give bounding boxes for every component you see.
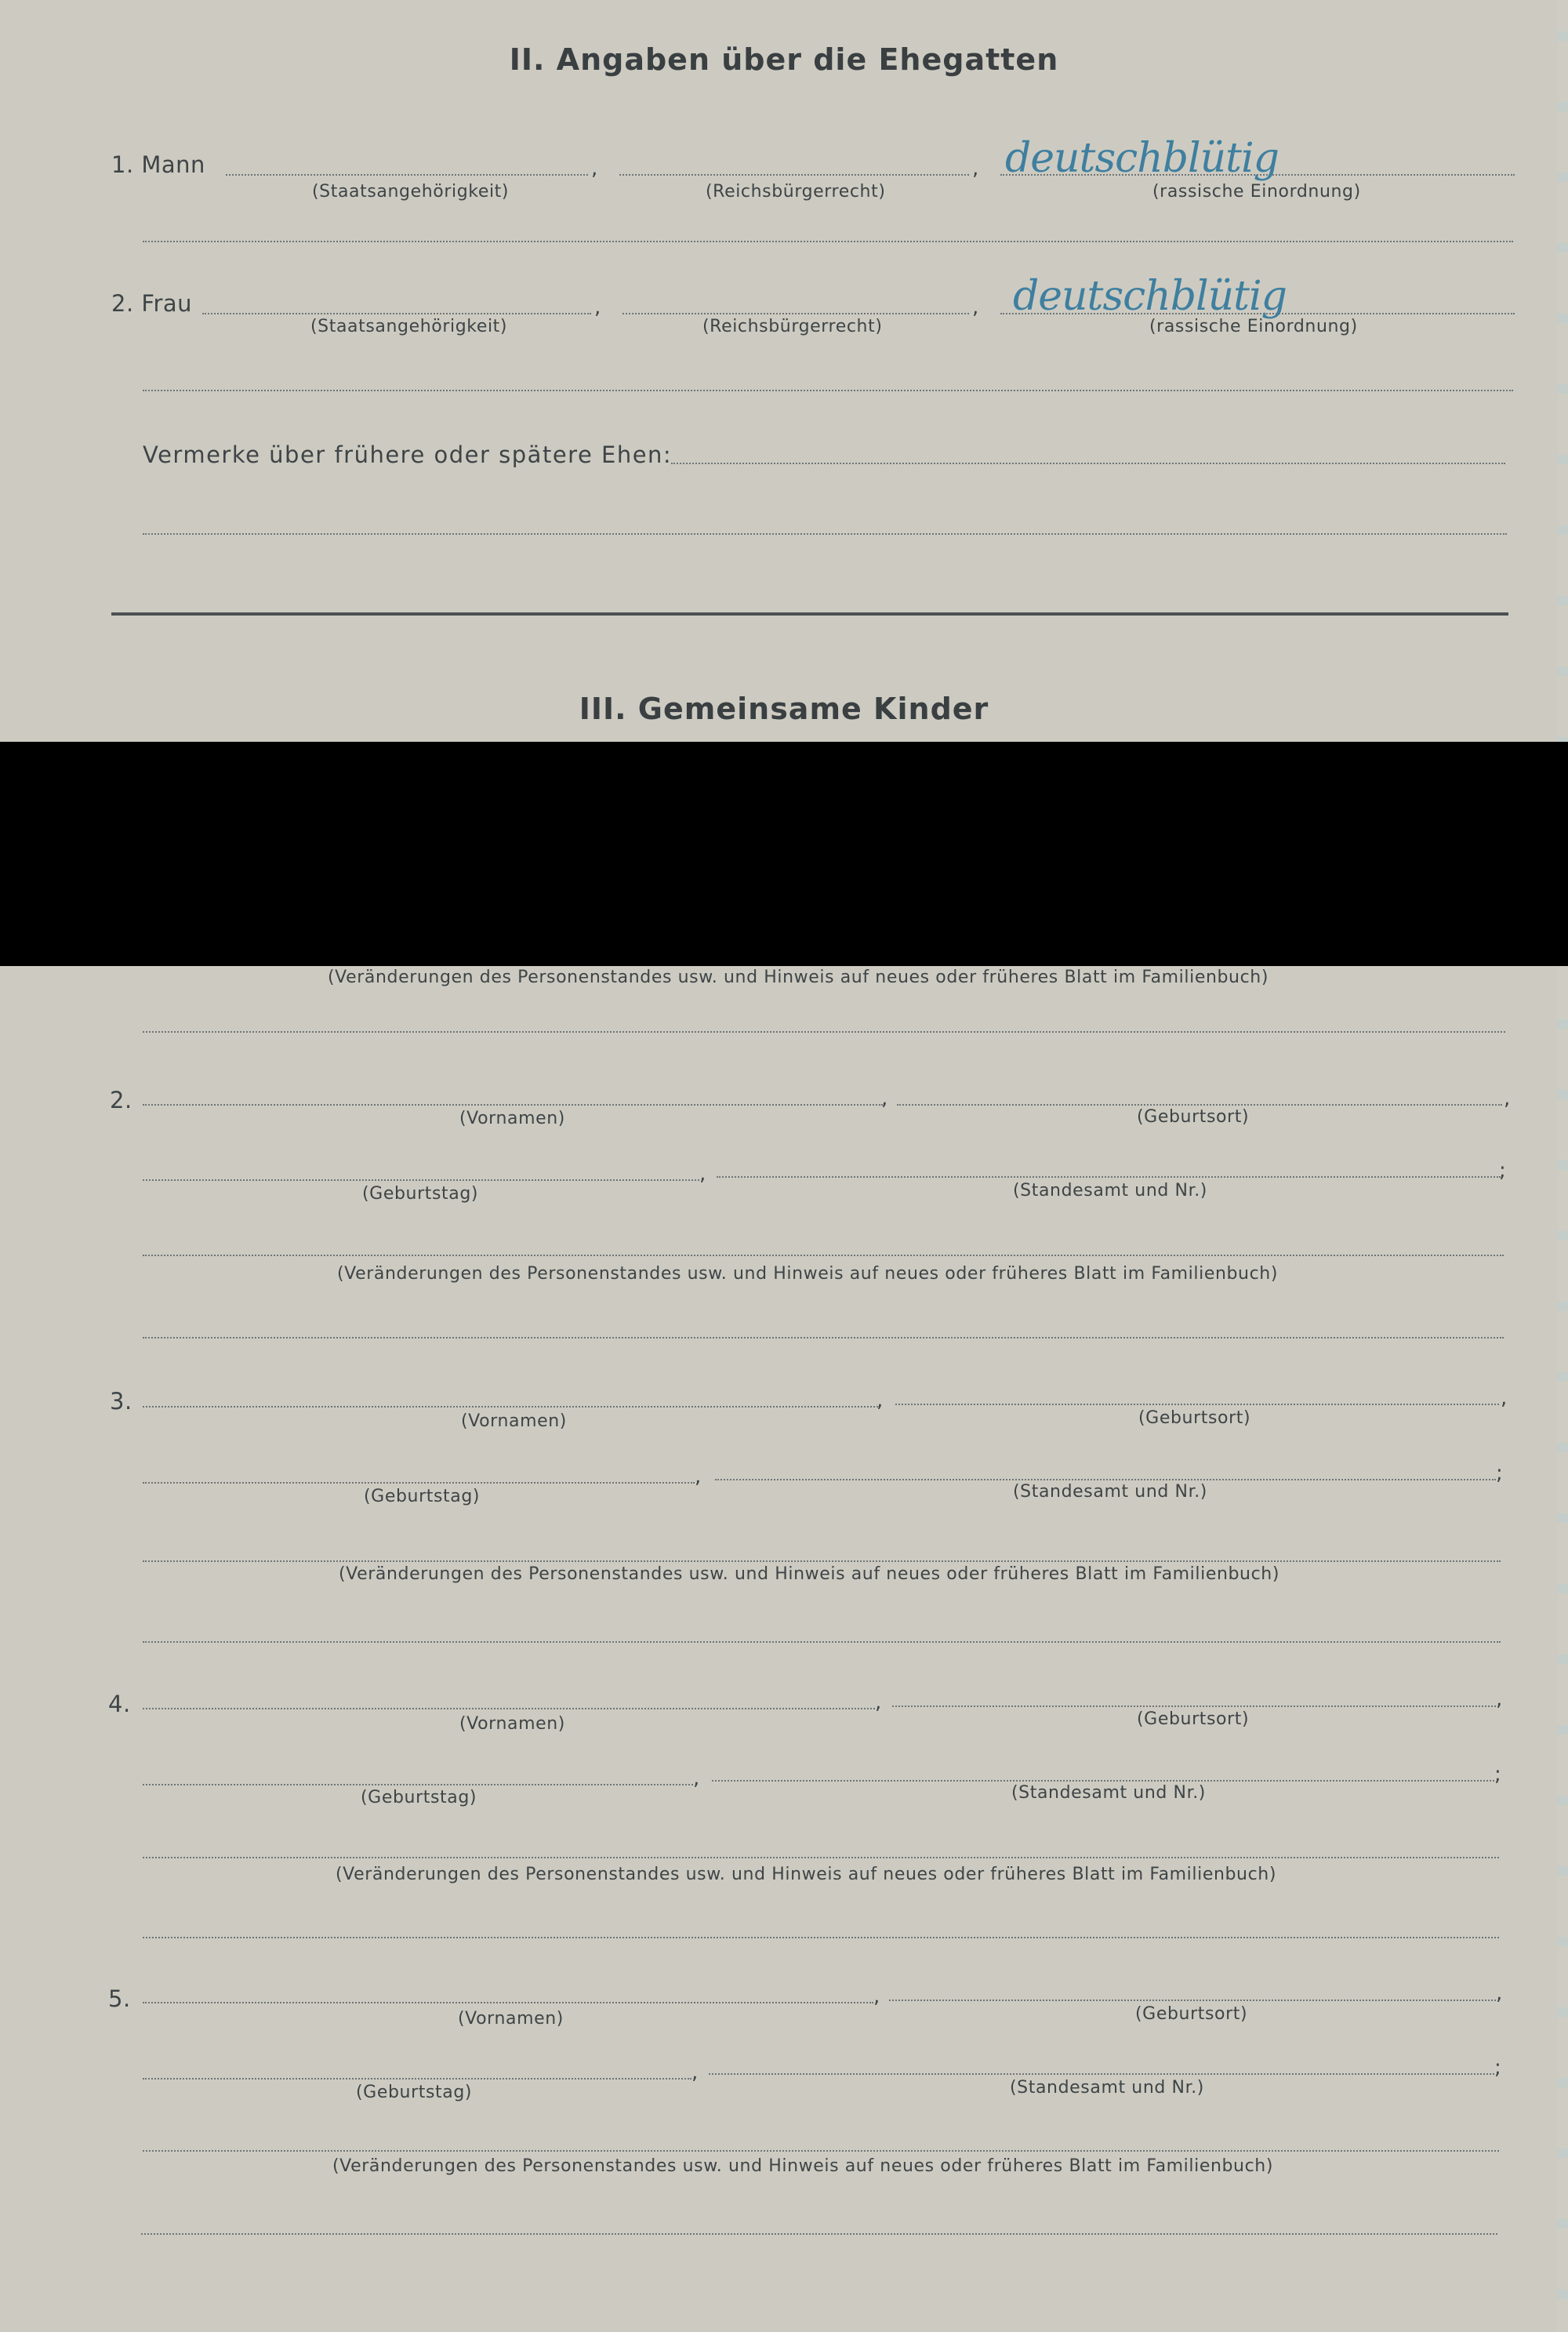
child4-given-names-caption: (Vornamen) <box>459 1714 565 1734</box>
man-extra-line[interactable] <box>143 241 1513 242</box>
child2-registry-field[interactable] <box>717 1176 1501 1178</box>
woman-nationality-caption: (Staatsangehörigkeit) <box>310 317 508 336</box>
child4-given-names-field[interactable] <box>143 1708 875 1709</box>
child4-registry-field[interactable] <box>712 1780 1494 1782</box>
woman-label: 2. Frau <box>111 290 193 317</box>
child3-birthplace-caption: (Geburtsort) <box>1138 1408 1251 1428</box>
woman-nationality-field[interactable] <box>202 313 591 314</box>
woman-racial-caption: (rassische Einordnung) <box>1149 317 1358 336</box>
child2-birthplace-caption: (Geburtsort) <box>1137 1107 1250 1127</box>
notes-field[interactable] <box>671 463 1505 464</box>
child5-registry-caption: (Standesamt und Nr.) <box>1010 2078 1204 2098</box>
child2-birthdate-caption: (Geburtstag) <box>362 1184 479 1204</box>
section-heading-children: III. Gemeinsame Kinder <box>579 692 989 726</box>
man-label: 1. Mann <box>111 151 205 178</box>
child5-birthplace-field[interactable] <box>889 2000 1496 2001</box>
woman-citizenship-field[interactable] <box>622 313 969 314</box>
child1-changes-caption: (Veränderungen des Personenstandes usw. und Hinweis auf neues oder früheres Blatt im Familienbuch) <box>328 968 1269 987</box>
child4-birthplace-field[interactable] <box>892 1705 1496 1707</box>
form-page: II. Angaben über die Ehegatten 1. Mann , , deutschblütig (Staatsangehörigkeit) (Reichsbürgerrecht) (rassische Einordnung) 2. Frau , , deutschblütig (Staatsangehörigkeit) (Reichsbürgerrecht) (rassische Einordnung) Vermerke über frühere oder spätere Ehen: III. Gemeinsame Kinder (Veränderungen des Personenstandes usw. und Hinweis auf neues oder früheres Blatt im Familienbuch) 2. , , (Vornamen) (Geburtsort) , ; (Geburtstag) (Standesamt und Nr.) (Veränderungen des Personenstandes usw. und Hinweis auf neues oder früheres Blatt im Familienbuch) 3. , , (Vornamen) (Geburtsort) , ; (Geburtstag) (Standesamt und Nr.) (Veränderungen des Personenstandes usw. und Hinweis auf neues oder früheres Blatt im Familienbuch) 4. , , (Vornamen) (Geburtsort) , ; (Geburtstag) (Standesamt und Nr.) (Veränderungen des Personenstandes usw. und Hinweis auf neues oder früheres Blatt im Familienbuch) 5. , , (Vornamen) (Geburtsort) , ; (Geburtstag) (Standesamt und Nr.) (Veränderungen des Personenstandes usw. und Hinweis auf neues oder früheres Blatt im Familienbuch) <box>0 0 1568 2332</box>
notes-label: Vermerke über frühere oder spätere Ehen: <box>143 441 673 468</box>
man-citizenship-caption: (Reichsbürgerrecht) <box>706 182 886 202</box>
child3-birthdate-field[interactable] <box>143 1482 695 1484</box>
section-divider <box>111 612 1508 616</box>
child-number: 2. <box>110 1087 132 1113</box>
man-nationality-caption: (Staatsangehörigkeit) <box>312 182 510 202</box>
child-number: 5. <box>108 1985 131 2012</box>
section-heading-spouses: II. Angaben über die Ehegatten <box>509 42 1059 77</box>
child5-registry-field[interactable] <box>709 2073 1494 2075</box>
child4-changes-line-2[interactable] <box>143 1937 1499 1938</box>
child2-given-names-caption: (Vornamen) <box>459 1109 565 1128</box>
child3-given-names-field[interactable] <box>143 1406 878 1408</box>
child2-changes-caption: (Veränderungen des Personenstandes usw. und Hinweis auf neues oder früheres Blatt im Familienbuch) <box>337 1264 1279 1284</box>
child4-birthdate-caption: (Geburtstag) <box>361 1788 477 1807</box>
child5-birthplace-caption: (Geburtsort) <box>1135 2004 1248 2024</box>
man-racial-caption: (rassische Einordnung) <box>1152 182 1361 202</box>
woman-racial-handwritten: deutschblütig <box>1013 273 1287 320</box>
man-citizenship-field[interactable] <box>619 174 969 176</box>
man-racial-handwritten: deutschblütig <box>1005 135 1279 182</box>
page-edge-stripe <box>1557 0 1568 2332</box>
child5-birthdate-field[interactable] <box>143 2078 691 2080</box>
man-nationality-field[interactable] <box>226 174 588 176</box>
child-number: 3. <box>110 1388 132 1415</box>
child3-given-names-caption: (Vornamen) <box>461 1411 567 1431</box>
child5-changes-field[interactable] <box>143 2150 1499 2152</box>
child2-registry-caption: (Standesamt und Nr.) <box>1013 1181 1207 1201</box>
child3-registry-caption: (Standesamt und Nr.) <box>1013 1482 1207 1502</box>
child3-registry-field[interactable] <box>715 1479 1496 1480</box>
child4-birthplace-caption: (Geburtsort) <box>1137 1709 1250 1729</box>
child4-registry-caption: (Standesamt und Nr.) <box>1011 1783 1206 1803</box>
child1-changes-line[interactable] <box>143 1031 1505 1033</box>
child2-changes-line-2[interactable] <box>143 1337 1504 1339</box>
child5-given-names-caption: (Vornamen) <box>458 2009 564 2029</box>
child2-birthdate-field[interactable] <box>143 1179 699 1181</box>
woman-extra-line[interactable] <box>143 390 1513 391</box>
child4-changes-field[interactable] <box>143 1857 1499 1858</box>
child2-given-names-field[interactable] <box>143 1104 883 1106</box>
child5-changes-caption: (Veränderungen des Personenstandes usw. und Hinweis auf neues oder früheres Blatt im Familienbuch) <box>332 2156 1274 2176</box>
child2-birthplace-field[interactable] <box>897 1104 1502 1106</box>
child3-changes-field[interactable] <box>143 1560 1501 1562</box>
child4-birthdate-field[interactable] <box>143 1784 693 1785</box>
child5-given-names-field[interactable] <box>143 2002 873 2003</box>
child3-changes-caption: (Veränderungen des Personenstandes usw. und Hinweis auf neues oder früheres Blatt im Familienbuch) <box>339 1564 1280 1584</box>
child4-changes-caption: (Veränderungen des Personenstandes usw. und Hinweis auf neues oder früheres Blatt im Familienbuch) <box>336 1865 1277 1884</box>
child2-changes-field[interactable] <box>143 1255 1504 1256</box>
child5-birthdate-caption: (Geburtstag) <box>356 2083 473 2102</box>
child3-birthplace-field[interactable] <box>895 1404 1499 1405</box>
child3-changes-line-2[interactable] <box>143 1641 1501 1643</box>
child5-changes-line-2[interactable] <box>141 2233 1497 2235</box>
notes-field-line-2[interactable] <box>143 533 1507 535</box>
child-number: 4. <box>108 1691 131 1717</box>
child3-birthdate-caption: (Geburtstag) <box>364 1487 481 1506</box>
redaction-bar <box>0 742 1568 966</box>
woman-citizenship-caption: (Reichsbürgerrecht) <box>702 317 883 336</box>
